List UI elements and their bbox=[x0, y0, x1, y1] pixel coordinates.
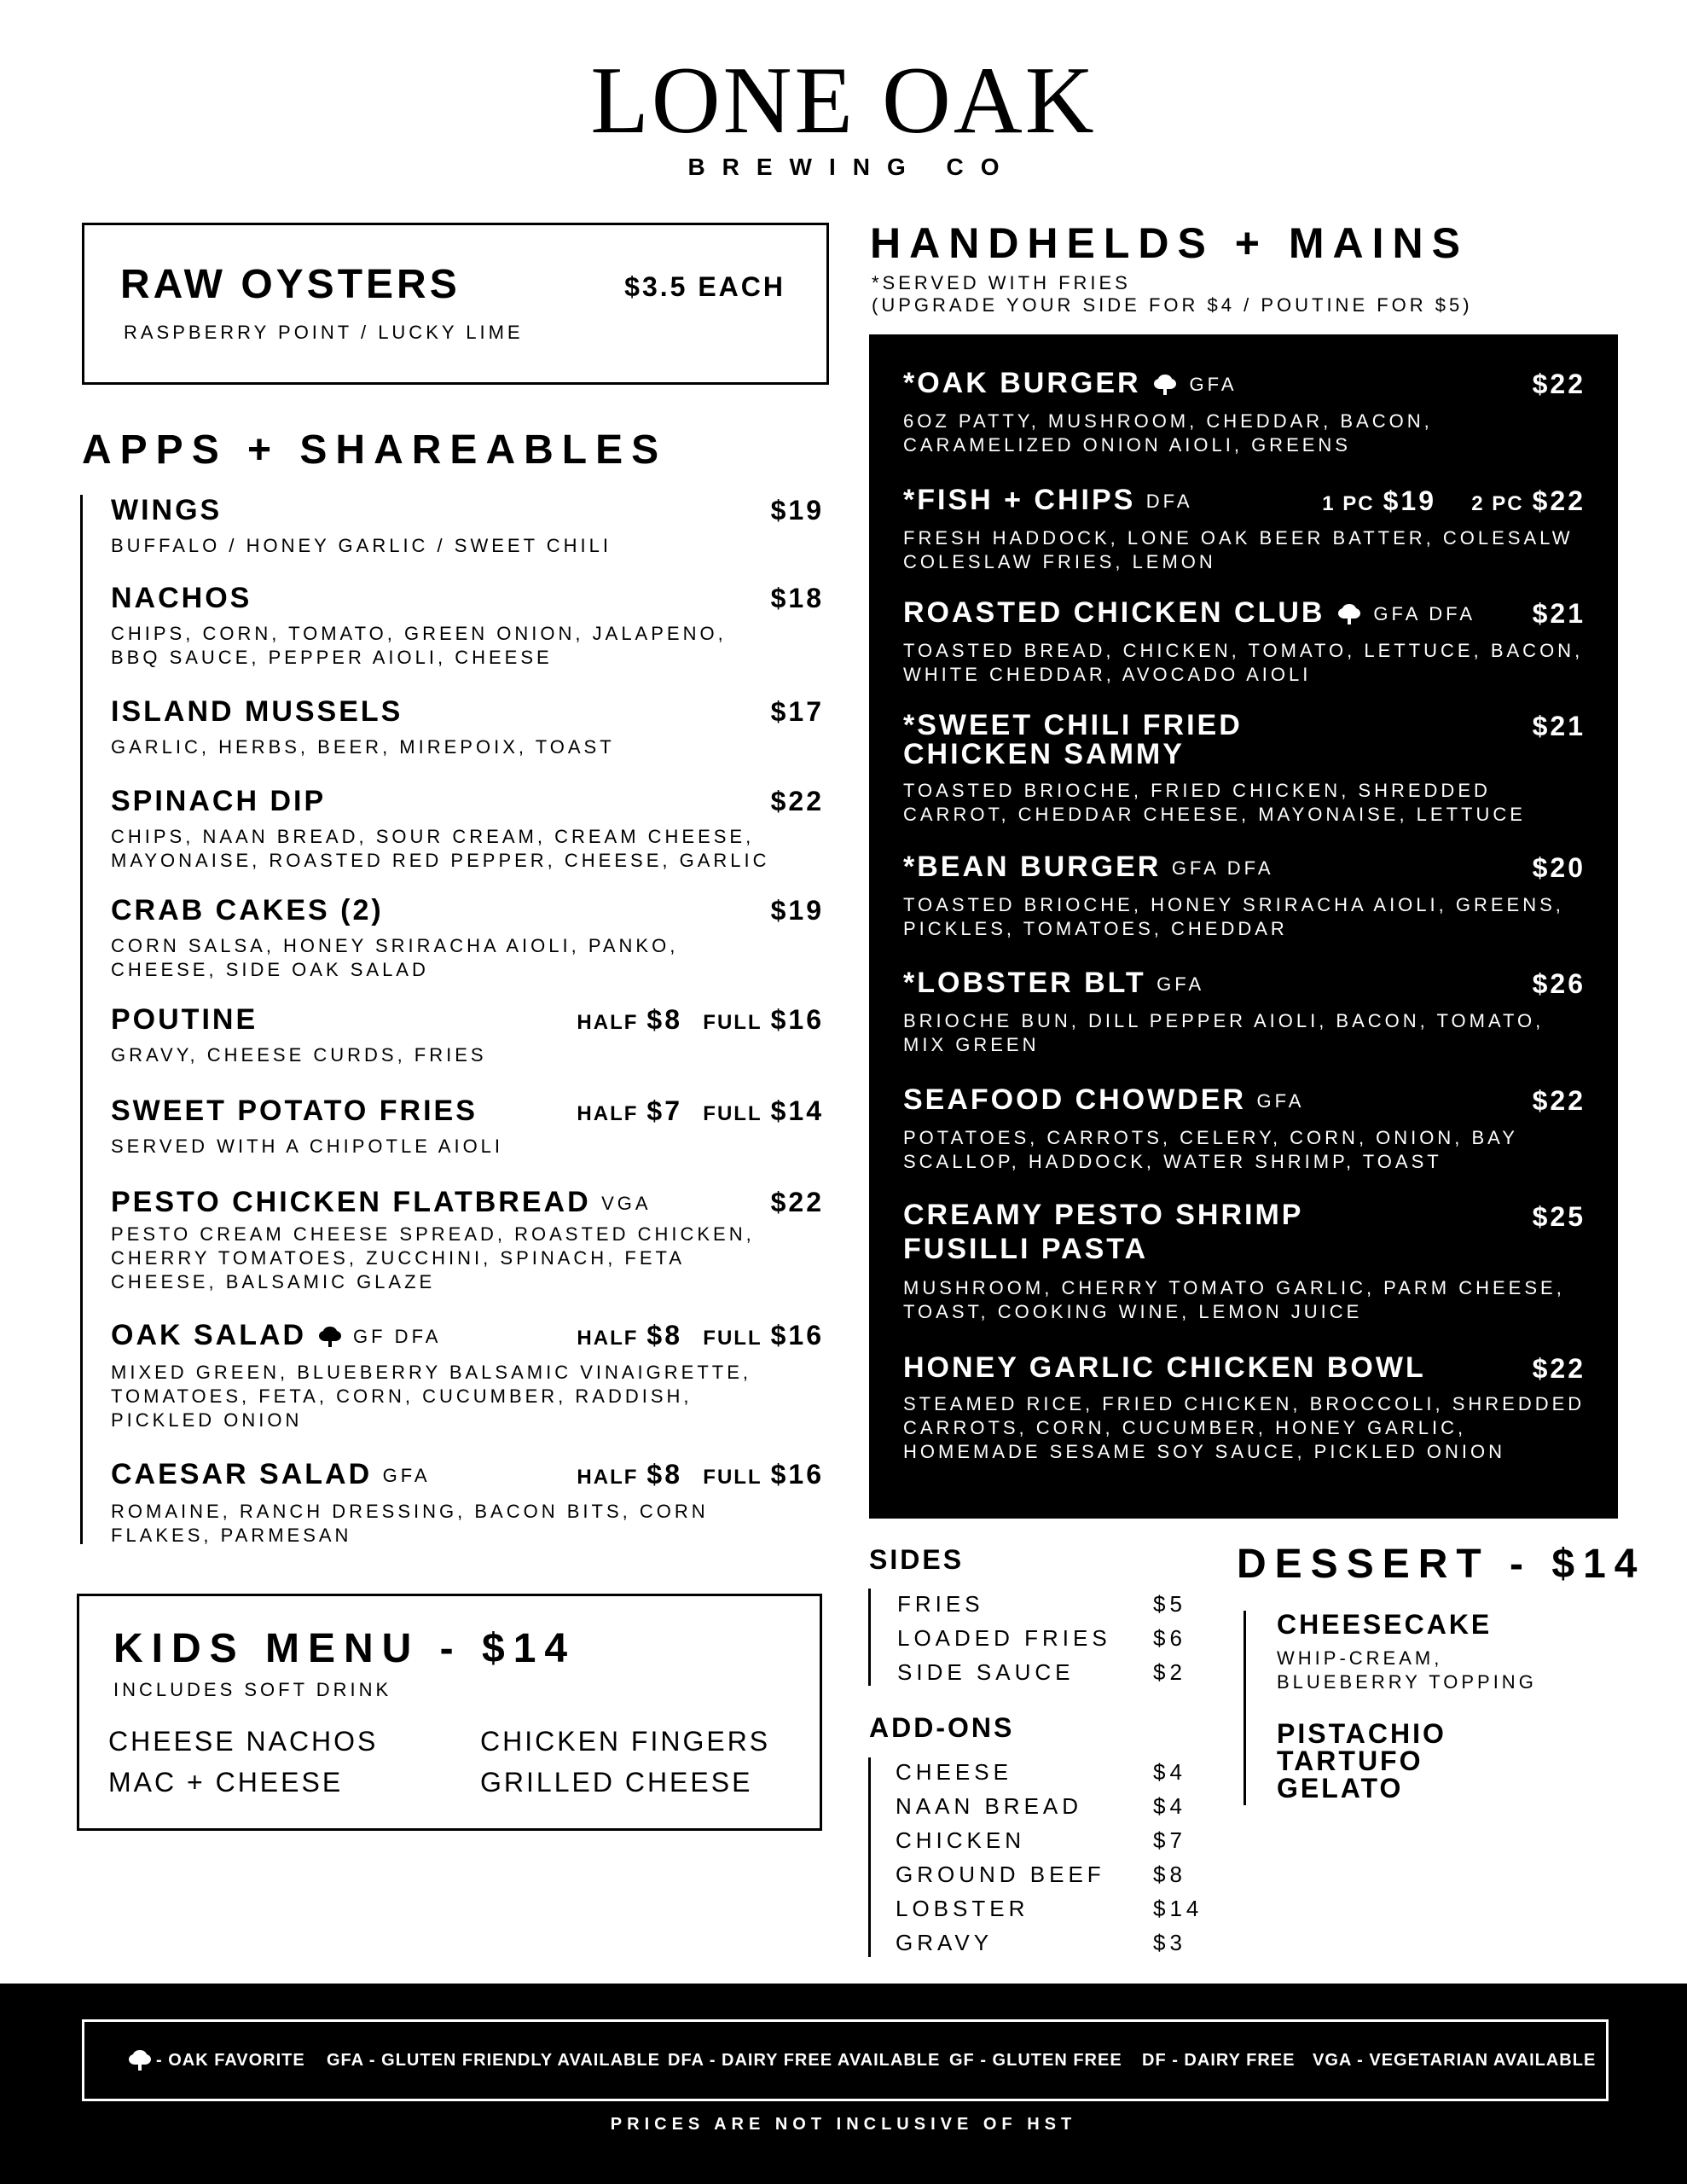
legend-gfa: GFA - GLUTEN FRIENDLY AVAILABLE bbox=[327, 2051, 661, 2070]
oak-tree-icon bbox=[1336, 601, 1363, 627]
app-name: POUTINE bbox=[111, 1003, 258, 1036]
app-price-half bbox=[577, 1095, 682, 1127]
main-name bbox=[903, 369, 1586, 399]
dessert-desc: WHIP-CREAM, BLUEBERRY TOPPING bbox=[1277, 1647, 1537, 1693]
main-item-seafood-chowder bbox=[903, 1085, 1586, 1174]
pc-price: $22 bbox=[1532, 485, 1586, 516]
mains-subtitle-upgrade: (UPGRADE YOUR SIDE FOR $4 / POUTINE FOR $5) bbox=[872, 294, 1473, 316]
dessert-item: PISTACHIO TARTUFO GELATO bbox=[1277, 1718, 1446, 1804]
side-item: FRIES bbox=[897, 1591, 984, 1617]
main-desc: STEAMED RICE, FRIED CHICKEN, BROCCOLI, SHREDDED CARROTS, CORN, CUCUMBER, HONEY GARLIC, HOMEMADE SESAME SOY SAUCE, PICKLED ONION bbox=[903, 1393, 1586, 1462]
main-name-text: *BEAN BURGER bbox=[903, 851, 1162, 883]
legend-gf: GF - GLUTEN FREE bbox=[949, 2051, 1122, 2070]
app-desc: CHIPS, NAAN BREAD, SOUR CREAM, CREAM CHEESE, MAYONAISE, ROASTED RED PEPPER, CHEESE, GARLIC bbox=[111, 826, 770, 871]
apps-section-title: APPS + SHAREABLES bbox=[82, 427, 668, 473]
oysters-price: $3.5 EACH bbox=[624, 271, 786, 302]
main-item-fish-chips bbox=[903, 485, 1586, 574]
app-item-spinach-dip bbox=[111, 784, 827, 873]
oak-tree-icon bbox=[1151, 372, 1179, 398]
app-desc: SERVED WITH A CHIPOTLE AIOLI bbox=[111, 1136, 504, 1157]
oak-tree-icon bbox=[317, 1324, 343, 1350]
legend-df: DF - DAIRY FREE bbox=[1142, 2051, 1296, 2070]
addon-item: GROUND BEEF bbox=[896, 1862, 1105, 1887]
half-label: HALF bbox=[577, 1466, 639, 1489]
diet-tag: GFA bbox=[382, 1465, 431, 1487]
main-desc: MUSHROOM, CHERRY TOMATO GARLIC, PARM CHEESE, TOAST, COOKING WINE, LEMON JUICE bbox=[903, 1277, 1565, 1322]
app-price-full bbox=[703, 1320, 824, 1351]
kids-item: CHICKEN FINGERS bbox=[480, 1726, 771, 1757]
diet-tag: GFA bbox=[1256, 1090, 1305, 1112]
pc-price: $19 bbox=[1383, 485, 1436, 516]
app-name-text: PESTO CHICKEN FLATBREAD bbox=[111, 1186, 591, 1218]
legend-oak-favorite: - OAK FAVORITE bbox=[156, 2051, 305, 2070]
main-item-pesto-pasta bbox=[903, 1201, 1586, 1324]
app-name: SWEET POTATO FRIES bbox=[111, 1095, 478, 1127]
main-price: $22 bbox=[1532, 1353, 1586, 1384]
app-name: WINGS bbox=[111, 494, 223, 526]
addon-item: NAAN BREAD bbox=[896, 1793, 1083, 1819]
app-price: $19 bbox=[770, 495, 824, 526]
dessert-title: DESSERT - $14 bbox=[1237, 1542, 1646, 1587]
legend-vga: VGA - VEGETARIAN AVAILABLE bbox=[1313, 2051, 1597, 2070]
app-item-sweet-potato-fries bbox=[111, 1094, 827, 1159]
main-name: HONEY GARLIC CHICKEN BOWL bbox=[903, 1351, 1426, 1384]
app-desc: BUFFALO / HONEY GARLIC / SWEET CHILI bbox=[111, 535, 612, 556]
app-item-crab-cakes bbox=[111, 893, 827, 982]
mains-subtitle: *SERVED WITH FRIES bbox=[872, 272, 1131, 293]
addon-item: LOBSTER bbox=[896, 1896, 1029, 1921]
full-label: FULL bbox=[703, 1102, 762, 1125]
full-label: FULL bbox=[703, 1011, 762, 1034]
app-price: $22 bbox=[770, 1187, 824, 1217]
mains-panel bbox=[869, 334, 1618, 1519]
full-label: FULL bbox=[703, 1327, 762, 1350]
main-price: $26 bbox=[1532, 968, 1586, 999]
kids-desc: INCLUDES SOFT DRINK bbox=[113, 1679, 392, 1700]
full-label: FULL bbox=[703, 1466, 762, 1489]
main-price: $25 bbox=[1532, 1201, 1586, 1232]
legend-box bbox=[82, 2019, 1609, 2101]
side-item: SIDE SAUCE bbox=[897, 1659, 1075, 1685]
tax-note: PRICES ARE NOT INCLUSIVE OF HST bbox=[610, 2115, 1077, 2134]
full-price: $16 bbox=[770, 1004, 824, 1035]
main-item-lobster-blt bbox=[903, 968, 1586, 1057]
app-item-oak-salad bbox=[111, 1318, 827, 1432]
kids-item: MAC + CHEESE bbox=[108, 1767, 344, 1798]
kids-item: CHEESE NACHOS bbox=[108, 1726, 379, 1757]
main-item-sweet-chili-sammy bbox=[903, 711, 1586, 827]
main-name bbox=[903, 598, 1586, 629]
app-item-wings bbox=[111, 493, 827, 558]
app-desc: PESTO CREAM CHEESE SPREAD, ROASTED CHICKEN, CHERRY TOMATOES, ZUCCHINI, SPINACH, FETA CHEESE, BALSAMIC GLAZE bbox=[111, 1223, 755, 1293]
app-name bbox=[111, 1185, 827, 1221]
main-name-text: SEAFOOD CHOWDER bbox=[903, 1083, 1246, 1116]
sides-title: SIDES bbox=[869, 1544, 965, 1575]
raw-oysters-box bbox=[82, 223, 829, 385]
full-price: $14 bbox=[770, 1095, 824, 1126]
addons-divider bbox=[868, 1757, 871, 1957]
half-price: $8 bbox=[646, 1004, 682, 1035]
addon-item: GRAVY bbox=[896, 1930, 994, 1955]
main-name-text: ROASTED CHICKEN CLUB bbox=[903, 596, 1325, 629]
main-desc: TOASTED BRIOCHE, FRIED CHICKEN, SHREDDED CARROT, CHEDDAR CHEESE, MAYONAISE, LETTUCE bbox=[903, 780, 1526, 825]
app-name: CRAB CAKES (2) bbox=[111, 894, 384, 926]
main-price-1pc bbox=[1322, 485, 1436, 517]
app-price: $18 bbox=[770, 583, 824, 613]
app-name: SPINACH DIP bbox=[111, 785, 327, 817]
app-price: $19 bbox=[770, 895, 824, 926]
app-desc: GARLIC, HERBS, BEER, MIREPOIX, TOAST bbox=[111, 736, 615, 758]
app-name-text: CAESAR SALAD bbox=[111, 1458, 373, 1490]
app-price: $22 bbox=[770, 786, 824, 816]
sides-divider bbox=[868, 1589, 871, 1686]
app-price-half bbox=[577, 1320, 682, 1351]
main-name bbox=[903, 968, 1586, 999]
main-desc: FRESH HADDOCK, LONE OAK BEER BATTER, COLESALW COLESLAW FRIES, LEMON bbox=[903, 527, 1574, 573]
main-item-oak-burger bbox=[903, 369, 1586, 457]
half-label: HALF bbox=[577, 1102, 639, 1125]
app-item-caesar-salad bbox=[111, 1457, 827, 1548]
logo-subtitle: BREWING CO bbox=[687, 154, 1017, 180]
app-name: NACHOS bbox=[111, 582, 252, 614]
main-price: $21 bbox=[1532, 598, 1586, 629]
diet-tag: GFA bbox=[1157, 973, 1205, 996]
main-name-text: *OAK BURGER bbox=[903, 367, 1141, 399]
main-price: $21 bbox=[1532, 711, 1586, 741]
pc-label: 2 PC bbox=[1471, 492, 1524, 515]
half-price: $8 bbox=[646, 1459, 682, 1490]
mains-section-title: HANDHELDS + MAINS bbox=[870, 219, 1469, 267]
main-name-text: *LOBSTER BLT bbox=[903, 967, 1146, 999]
addon-price: $4 bbox=[1153, 1759, 1186, 1785]
half-label: HALF bbox=[577, 1327, 639, 1350]
addons-title: ADD-ONS bbox=[869, 1712, 1015, 1743]
footer bbox=[0, 1984, 1687, 2184]
dessert-divider bbox=[1244, 1611, 1246, 1805]
side-price: $6 bbox=[1153, 1625, 1186, 1651]
diet-tag: VGA bbox=[601, 1193, 652, 1215]
pc-label: 1 PC bbox=[1322, 492, 1375, 515]
side-price: $2 bbox=[1153, 1659, 1186, 1685]
main-name: CREAMY PESTO SHRIMP FUSILLI PASTA bbox=[903, 1199, 1303, 1265]
main-item-bean-burger bbox=[903, 852, 1586, 941]
diet-tag: GFA DFA bbox=[1373, 603, 1476, 625]
app-name: ISLAND MUSSELS bbox=[111, 695, 403, 728]
app-price-full bbox=[703, 1095, 824, 1127]
main-desc: 6OZ PATTY, MUSHROOM, CHEDDAR, BACON, CARAMELIZED ONION AIOLI, GREENS bbox=[903, 410, 1433, 456]
dessert-item: CHEESECAKE bbox=[1277, 1609, 1493, 1640]
app-price-half bbox=[577, 1459, 682, 1490]
app-name-text: OAK SALAD bbox=[111, 1319, 307, 1351]
half-label: HALF bbox=[577, 1011, 639, 1034]
full-price: $16 bbox=[770, 1320, 824, 1350]
diet-tag: GFA DFA bbox=[1171, 857, 1274, 880]
diet-tag: DFA bbox=[1145, 491, 1193, 513]
addon-item: CHEESE bbox=[896, 1759, 1012, 1785]
main-desc: TOASTED BRIOCHE, HONEY SRIRACHA AIOLI, GREENS, PICKLES, TOMATOES, CHEDDAR bbox=[903, 894, 1564, 940]
main-name: *SWEET CHILI FRIED CHICKEN SAMMY bbox=[903, 709, 1243, 770]
main-desc: POTATOES, CARROTS, CELERY, CORN, ONION, BAY SCALLOP, HADDOCK, WATER SHRIMP, TOAST bbox=[903, 1127, 1518, 1173]
half-price: $7 bbox=[646, 1095, 682, 1126]
app-desc: ROMAINE, RANCH DRESSING, BACON BITS, CORN FLAKES, PARMESAN bbox=[111, 1501, 709, 1547]
addon-price: $4 bbox=[1153, 1793, 1186, 1819]
main-name-text: *FISH + CHIPS bbox=[903, 484, 1136, 516]
diet-tag: GF DFA bbox=[353, 1326, 442, 1348]
app-item-nachos bbox=[111, 581, 827, 670]
main-item-honey-garlic-bowl bbox=[903, 1353, 1586, 1464]
legend-dfa: DFA - DAIRY FREE AVAILABLE bbox=[668, 2051, 941, 2070]
app-price-half bbox=[577, 1004, 682, 1036]
oysters-title: RAW OYSTERS bbox=[120, 262, 461, 307]
oysters-desc: RASPBERRY POINT / LUCKY LIME bbox=[124, 322, 524, 343]
kids-title: KIDS MENU - $14 bbox=[113, 1626, 577, 1671]
main-desc: TOASTED BREAD, CHICKEN, TOMATO, LETTUCE, BACON, WHITE CHEDDAR, AVOCADO AIOLI bbox=[903, 640, 1584, 686]
app-desc: MIXED GREEN, BLUEBERRY BALSAMIC VINAIGRETTE, TOMATOES, FETA, CORN, CUCUMBER, RADDISH, PICKLED ONION bbox=[111, 1362, 751, 1432]
apps-divider bbox=[80, 495, 83, 1544]
kids-item: GRILLED CHEESE bbox=[480, 1767, 753, 1798]
main-price: $22 bbox=[1532, 1085, 1586, 1116]
logo-title: LONE OAK bbox=[590, 48, 1097, 154]
app-desc: CORN SALSA, HONEY SRIRACHA AIOLI, PANKO, CHEESE, SIDE OAK SALAD bbox=[111, 935, 679, 980]
half-price: $8 bbox=[646, 1320, 682, 1350]
main-name bbox=[903, 852, 1586, 883]
app-item-poutine bbox=[111, 1002, 827, 1067]
side-price: $5 bbox=[1153, 1591, 1186, 1617]
oak-tree-icon bbox=[127, 2048, 153, 2073]
side-item: LOADED FRIES bbox=[897, 1625, 1111, 1651]
kids-menu-box bbox=[77, 1594, 822, 1831]
addon-price: $14 bbox=[1153, 1896, 1203, 1921]
app-price-full bbox=[703, 1459, 824, 1490]
app-desc: GRAVY, CHEESE CURDS, FRIES bbox=[111, 1044, 487, 1066]
app-item-mussels bbox=[111, 694, 827, 759]
main-item-chicken-club bbox=[903, 598, 1586, 687]
addon-price: $7 bbox=[1153, 1827, 1186, 1853]
app-price-full bbox=[703, 1004, 824, 1036]
addon-item: CHICKEN bbox=[896, 1827, 1026, 1853]
main-price-2pc bbox=[1471, 485, 1586, 517]
main-price: $20 bbox=[1532, 852, 1586, 883]
full-price: $16 bbox=[770, 1459, 824, 1490]
app-desc: CHIPS, CORN, TOMATO, GREEN ONION, JALAPENO, BBQ SAUCE, PEPPER AIOLI, CHEESE bbox=[111, 623, 727, 668]
main-name bbox=[903, 1085, 1586, 1116]
addon-price: $3 bbox=[1153, 1930, 1186, 1955]
app-price: $17 bbox=[770, 696, 824, 727]
main-price: $22 bbox=[1532, 369, 1586, 399]
main-desc: BRIOCHE BUN, DILL PEPPER AIOLI, BACON, TOMATO, MIX GREEN bbox=[903, 1010, 1545, 1056]
diet-tag: GFA bbox=[1189, 374, 1238, 396]
app-item-pesto-flatbread bbox=[111, 1185, 827, 1294]
addon-price: $8 bbox=[1153, 1862, 1186, 1887]
